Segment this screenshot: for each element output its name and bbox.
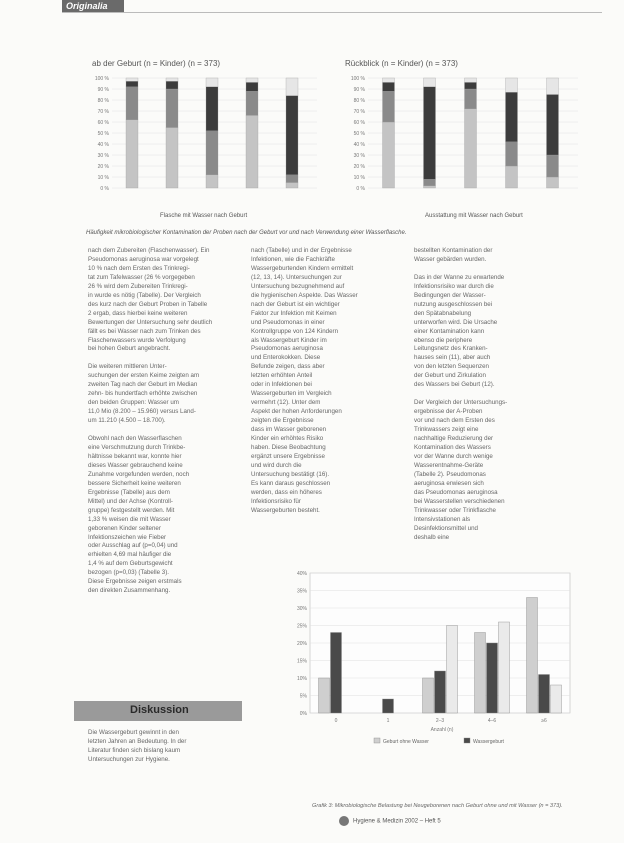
stacked-bar-segment (506, 142, 518, 166)
stacked-bar-segment (506, 92, 518, 142)
bar (475, 633, 486, 714)
y-tick-label: 35% (296, 588, 307, 595)
text-line: des kurz nach der Geburt Proben in Tabelle (88, 300, 208, 308)
text-line: aeruginosa erwiesen sich (414, 479, 484, 487)
legend-swatch (464, 738, 470, 743)
y-tick-label: 60 % (97, 120, 109, 126)
text-line: bestellten Kontamination der (414, 247, 493, 254)
text-line: die hygienischen Aspekte. Das Wasser (251, 291, 358, 299)
bar (551, 685, 562, 713)
section-heading (74, 701, 242, 721)
text-line: Leitungsnetz des Kranken- (414, 345, 488, 353)
y-tick-label: 20 % (353, 164, 365, 170)
bar (487, 643, 498, 713)
text-column-1-continued (88, 729, 238, 769)
text-line: des Wassers bei Geburt (12). (414, 381, 495, 389)
text-line: Literatur finden sich bislang kaum (88, 746, 181, 754)
text-line (88, 641, 238, 650)
bar (499, 622, 510, 713)
stacked-bar-segment (126, 81, 138, 87)
legend-swatch (374, 738, 380, 743)
text-line: Intensivstationen als (414, 515, 471, 523)
y-tick-label: 10 % (97, 175, 109, 181)
text-line: geborenen Kinder seltener (88, 524, 161, 532)
text-line: Das in der Wanne zu erwartende (414, 273, 505, 281)
y-tick-label: 90 % (353, 87, 365, 93)
stacked-bar-segment (286, 96, 298, 175)
figure-caption: Häufigkeit mikrobiologischer Kontamination der Proben nach der Geburt vor und nach Verwendung einer Wasserflasche. (86, 230, 407, 236)
y-tick-label: 40 % (353, 142, 365, 148)
text-line: und wird durch die (251, 461, 302, 469)
text-line (88, 354, 238, 363)
x-tick-label: 0 (334, 718, 338, 724)
text-line: Diese Ergebnisse zeigen erstmals (88, 578, 182, 586)
text-line: Kontrollgruppe von 124 Kindern (251, 327, 339, 335)
text-line: 11,0 Mio (8.200 – 15.960) versus Land- (88, 408, 196, 416)
stacked-bar-segment (126, 87, 138, 120)
text-line (88, 596, 238, 605)
text-line: ergebnisse der A-Proben (414, 408, 483, 416)
y-tick-label: 100 % (350, 76, 365, 82)
text-line: Zunahme vorgefunden werden, noch (88, 470, 190, 478)
header-rule (62, 12, 602, 13)
text-line: Trinkwasser oder Trinkflasche (414, 506, 496, 514)
stacked-bar-segment (547, 155, 559, 177)
text-line: Wassergeburtenden Kindern ermittelt (251, 264, 354, 272)
stacked-bar-segment (166, 78, 178, 81)
text-line: den Spätabnabelung (414, 309, 472, 317)
text-line: 2 ergab, dass hierbei keine weiteren (88, 309, 188, 317)
left-chart-xlabel: Flasche mit Wasser nach Geburt (160, 213, 248, 219)
stacked-bar-segment (383, 78, 395, 82)
section-tag: Originalia (62, 0, 124, 13)
text-line: 10 % nach dem Ersten des Trinkregi- (88, 264, 190, 272)
bar (319, 678, 330, 713)
text-line: erhielten 4,69 mal häufiger die (88, 551, 172, 559)
stacked-bar-segment (166, 81, 178, 89)
stacked-bar-segment (126, 78, 138, 81)
y-tick-label: 90 % (97, 87, 109, 93)
stacked-bar-segment (246, 115, 258, 188)
stacked-bar-segment (286, 78, 298, 96)
text-line: gruppe) festgestellt werden. Mit (88, 506, 175, 514)
text-line: Flaschenwassers wurde Verfolgung (88, 336, 186, 344)
x-tick-label: ≥6 (541, 718, 547, 724)
text-line (88, 605, 238, 614)
text-line: 26 % wird dem Zubereiten Trinkregi- (88, 282, 188, 290)
text-line: nach (Tabelle) und in der Ergebnisse (251, 247, 352, 254)
text-line: Pseudomonas aeruginosa (251, 345, 323, 353)
bottom-chart-caption: Grafik 3: Mikrobiologische Belastung bei Neugeborenen nach Geburt ohne und mit Wasser (n = 373). (312, 803, 563, 809)
footer-text: Hygiene & Medizin 2002 – Heft 5 (353, 818, 441, 825)
text-line: bezogen (p=0,03) (Tabelle 3). (88, 569, 170, 577)
y-tick-label: 80 % (97, 98, 109, 104)
left-stacked-chart (82, 70, 322, 220)
y-tick-label: 30% (296, 606, 307, 612)
stacked-bar-segment (383, 122, 395, 188)
text-line: deshalb eine (414, 533, 450, 541)
y-tick-label: 0 % (100, 186, 109, 192)
legend-label: Geburt ohne Wasser (383, 739, 429, 745)
x-tick-label: 1 (386, 718, 390, 724)
text-line: fällt es bei Wasser nach zum Trinken des (88, 327, 201, 335)
bar (383, 699, 394, 713)
text-line: vermehrt (12). Unter dem (251, 399, 321, 407)
x-tick-label: 4–6 (487, 718, 497, 724)
text-line: hältnisse bekannt war, konnte hier (88, 452, 182, 460)
text-line: Befunde zeigen, dass aber (251, 363, 325, 371)
grouped-bar-chart (284, 565, 584, 800)
text-line (88, 623, 238, 632)
text-line: Pseudomonas aeruginosa war vorgelegt (88, 255, 199, 263)
stacked-bar-segment (383, 82, 395, 91)
text-line: zeigten die Ergebnisse (251, 417, 314, 425)
text-line: Infektionen, wie die Fachkräfte (251, 255, 335, 263)
y-tick-label: 70 % (353, 109, 365, 115)
text-line: Faktor zur Infektion mit Keimen (251, 309, 337, 317)
text-line: zehn- bis hundertfach erhöhte zwischen (88, 390, 198, 398)
text-line (88, 632, 238, 641)
stacked-bar-segment (206, 78, 218, 87)
stacked-bar-segment (465, 89, 477, 109)
text-line: (Tabelle 2). Pseudomonas (414, 470, 486, 478)
y-tick-label: 80 % (353, 98, 365, 104)
text-line: ergänzt unsere Ergebnisse (251, 452, 325, 460)
stacked-bar-segment (547, 78, 559, 95)
text-line: um 11.210 (4.500 – 18.700). (88, 417, 166, 425)
y-tick-label: 10% (296, 676, 307, 682)
text-line (88, 614, 238, 623)
x-axis-label: Anzahl (n) (430, 727, 454, 733)
text-line: nach der Geburt ist ein wichtiger (251, 300, 340, 308)
text-line: Desinfektionsmittel und (414, 524, 478, 532)
text-line (414, 265, 564, 274)
y-tick-label: 60 % (353, 120, 365, 126)
text-line: bei hohen Geburt angebracht. (88, 345, 171, 353)
y-tick-label: 20 % (97, 164, 109, 170)
stacked-bar-segment (465, 82, 477, 89)
text-line: nach dem Zubereiten (Flaschenwasser). Ein (88, 247, 210, 254)
text-line: Infektionsrisiko war durch die (414, 282, 494, 290)
stacked-bar-segment (286, 183, 298, 189)
stacked-bar-segment (465, 78, 477, 82)
text-line: oder in Infektionen bei (251, 381, 312, 389)
left-chart-title: ab der Geburt (n = Kinder) (n = 373) (92, 59, 221, 68)
y-tick-label: 50 % (353, 131, 365, 137)
text-line: Untersuchung bestätigt (16). (251, 470, 330, 478)
text-line: Infektionszeichen wie Fieber (88, 533, 167, 541)
right-chart-title: Rückblick (n = Kinder) (n = 373) (345, 59, 458, 68)
stacked-bar-segment (246, 82, 258, 91)
bar (527, 598, 538, 714)
text-line: Mittel) und der Achse (Kontroll- (88, 497, 173, 505)
text-line: als Wassergeburt Kinder im (251, 336, 327, 344)
stacked-bar-segment (506, 166, 518, 188)
y-tick-label: 5% (299, 693, 307, 700)
y-tick-label: 30 % (353, 153, 365, 159)
y-tick-label: 0% (299, 711, 307, 717)
text-line: Die weiteren mittleren Unter- (88, 363, 167, 371)
bar (423, 678, 434, 713)
text-line: Wassergeburten besteht. (251, 506, 320, 514)
text-line: letzten erhöhten Anteil (251, 372, 313, 380)
stacked-bar-segment (286, 175, 298, 183)
stacked-bar-segment (547, 95, 559, 156)
y-tick-label: 25% (296, 623, 307, 630)
text-line (414, 390, 564, 399)
y-tick-label: 40% (296, 571, 307, 577)
x-tick-label: 2–3 (435, 718, 445, 724)
text-line: 1,33 % weisen die mit Wasser (88, 515, 171, 523)
stacked-bar-segment (424, 78, 436, 87)
text-line: letzten Jahren an Bedeutung. In der (88, 737, 187, 745)
stacked-bar-segment (506, 78, 518, 92)
text-line: und Enterokokken. Diese (251, 354, 321, 362)
text-line: Infektionsrisiko für (251, 497, 301, 505)
y-tick-label: 100 % (94, 76, 109, 82)
stacked-bar-segment (424, 87, 436, 179)
text-line: Untersuchung bezugnehmend auf (251, 282, 345, 290)
text-line: dass im Wasser geborenen (251, 426, 327, 434)
bar (435, 671, 446, 713)
journal-logo-icon (339, 816, 349, 826)
text-line: bei Wasserstellen verschiedenen (414, 497, 505, 505)
y-tick-label: 70 % (97, 109, 109, 115)
text-line: vor der Wanne durch wenige (414, 452, 493, 460)
right-stacked-chart (338, 70, 583, 220)
y-tick-label: 50 % (97, 131, 109, 137)
text-line: bessere Sicherheit keine weiteren (88, 479, 181, 487)
stacked-bar-segment (166, 128, 178, 189)
text-column-3 (414, 247, 564, 547)
stacked-bar-segment (206, 131, 218, 175)
diskussion-title: Diskussion (130, 704, 189, 716)
text-line: Wasser gebärden wurden. (414, 255, 487, 263)
stacked-bar-segment (383, 91, 395, 122)
text-line: und Pseudomonas in einer (251, 318, 325, 326)
text-line: der Geburt und Zirkulation (414, 372, 486, 380)
text-line: eine Verschmutzung durch Trinkbe- (88, 443, 186, 451)
y-tick-label: 20% (296, 641, 307, 647)
text-column-2 (251, 247, 401, 519)
text-line: ebenso die periphere (414, 336, 473, 344)
bar (447, 626, 458, 714)
text-line: suchungen der ersten Keime zeigten am (88, 372, 200, 380)
text-line: Ergebnisse (Tabelle) aus dem (88, 488, 170, 496)
text-line: einer Kontamination kann (414, 327, 485, 335)
stacked-bar-segment (424, 186, 436, 188)
text-line: nutzung ausgeschlossen bei (414, 300, 493, 308)
text-line: Die Wassergeburt gewinnt in den (88, 729, 179, 736)
text-line: Bewertungen der Untersuchung sehr deutlich (88, 318, 213, 326)
text-line: oder Ausschlag auf (p=0,04) und (88, 542, 178, 550)
text-line: Untersuchungen zur Hygiene. (88, 755, 170, 763)
y-tick-label: 30 % (97, 153, 109, 159)
y-tick-label: 40 % (97, 142, 109, 148)
text-line: haben. Diese Beobachtung (251, 443, 326, 451)
text-line: Kinder ein erhöhtes Risiko (251, 435, 324, 443)
stacked-bar-segment (424, 179, 436, 186)
stacked-bar-segment (126, 120, 138, 188)
text-line: Obwohl nach den Wasserflaschen (88, 435, 182, 443)
right-chart-xlabel: Ausstattung mit Wasser nach Geburt (425, 213, 523, 219)
stacked-bar-segment (246, 91, 258, 115)
bar (331, 633, 342, 714)
y-tick-label: 15% (296, 658, 307, 665)
text-line: Bedingungen der Wasser- (414, 291, 486, 299)
stacked-bar-segment (206, 87, 218, 131)
text-line: nachhaltige Reduzierung der (414, 435, 494, 443)
stacked-bar-segment (547, 177, 559, 188)
text-line (88, 426, 238, 435)
text-line: Wasserentnahme-Geräte (414, 461, 484, 469)
stacked-bar-segment (465, 109, 477, 188)
text-line: Trinkwassers zeigt eine (414, 426, 479, 434)
text-line: 1,4 % auf dem Geburtsgewicht (88, 560, 173, 568)
text-line: den direkten Zusammenhang. (88, 587, 171, 595)
text-line: von den letzten Sequenzen (414, 363, 489, 371)
text-line: werden, dass ein höheres (251, 488, 322, 496)
text-line: Der Vergleich der Untersuchungs- (414, 399, 508, 407)
text-line: Aspekt der hohen Anforderungen (251, 408, 342, 416)
text-line: Wassergeburten im Vergleich (251, 390, 332, 398)
y-tick-label: 10 % (353, 175, 365, 181)
page-footer (339, 816, 599, 826)
text-line: vor und nach dem Ersten des (414, 417, 495, 425)
text-line: dieses Wasser gebrauchend keine (88, 461, 183, 469)
text-line: Es kann daraus geschlossen (251, 479, 331, 487)
stacked-bar-segment (246, 78, 258, 82)
text-line: Kontamination des Wassers (414, 443, 491, 451)
y-tick-label: 0 % (356, 186, 365, 192)
bar (539, 675, 550, 714)
text-line: den beiden Gruppen: Wasser um (88, 399, 179, 407)
text-line: zweiten Tag nach der Geburt im Median (88, 381, 198, 389)
text-line: unterworfen wird. Die Ursache (414, 318, 498, 326)
text-line: das Pseudomonas aeruginosa (414, 488, 498, 496)
stacked-bar-segment (166, 89, 178, 128)
legend-label: Wassergeburt (473, 739, 504, 745)
text-line: in wurde es nötig (Tabelle). Der Vergleich (88, 291, 201, 299)
stacked-bar-segment (206, 175, 218, 188)
text-column-1 (88, 247, 238, 697)
text-line: (12, 13, 14). Untersuchungen zur (251, 273, 342, 281)
text-line: tat zum Tafelwasser (26 % vorgegeben (88, 273, 195, 281)
text-line: hauses sein (11), aber auch (414, 354, 491, 362)
